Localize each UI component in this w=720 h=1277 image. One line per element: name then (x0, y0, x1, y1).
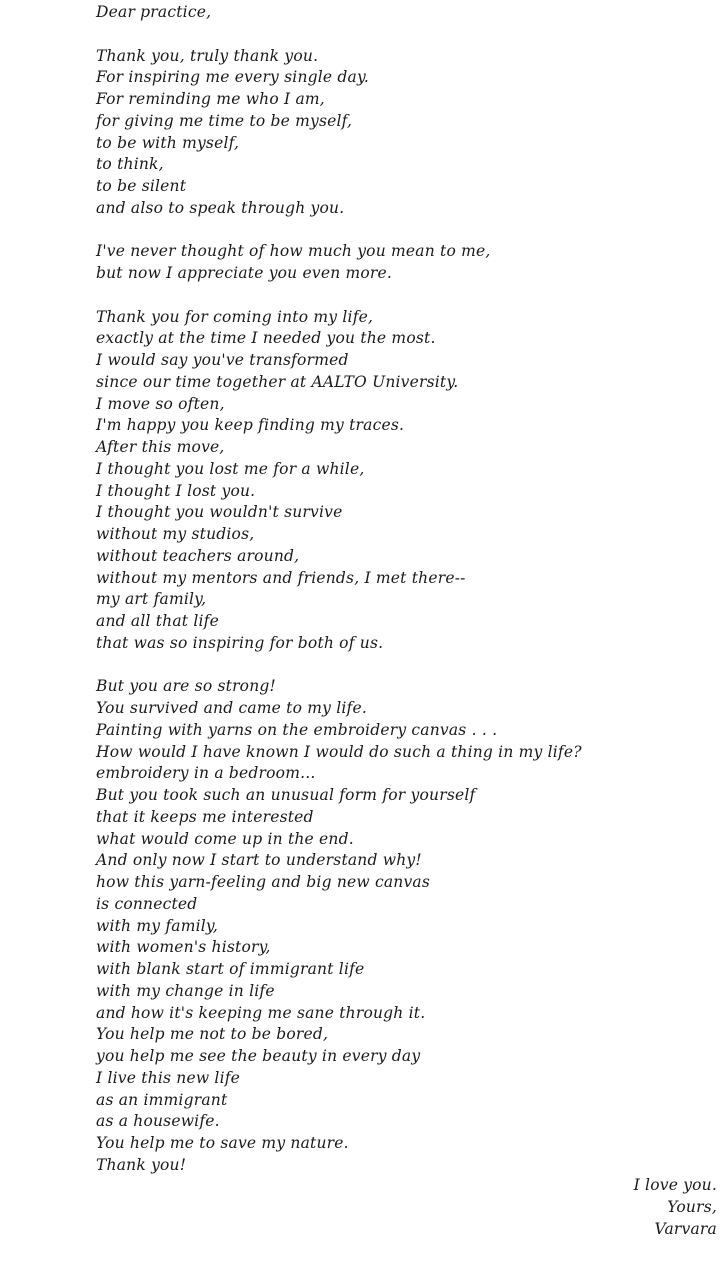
letter-line: to think, (96, 155, 164, 174)
letter-line: I'm happy you keep finding my traces. (96, 416, 405, 435)
letter-line: and all that life (96, 612, 219, 630)
letter-line: with my change in life (96, 981, 275, 1000)
salutation: Dear practice, (96, 3, 212, 21)
letter-line: but now I appreciate you even more. (96, 264, 393, 282)
letter-line: how this yarn-feeling and big new canvas (96, 873, 431, 891)
letter-line: and how it's keeping me sane through it. (96, 1003, 426, 1022)
letter-line: embroidery in a bedroom... (96, 764, 316, 783)
letter-line: that was so inspiring for both of us. (96, 633, 384, 652)
letter-line: I thought you lost me for a while, (96, 459, 365, 478)
letter-line: For inspiring me every single day. (96, 68, 370, 87)
letter-line: without teachers around, (96, 546, 300, 565)
letter-line: And only now I start to understand why! (96, 851, 422, 870)
letter-line: You help me to save my nature. (96, 1134, 349, 1152)
letter-line: exactly at the time I needed you the most. (96, 329, 436, 348)
letter-line: as an immigrant (96, 1090, 228, 1109)
letter-line: and also to speak through you. (96, 198, 345, 217)
letter-line: Thank you! (96, 1155, 187, 1174)
letter-line: You help me not to be bored, (96, 1025, 329, 1044)
letter-line: I live this new life (96, 1068, 241, 1087)
signature-name: Varvara (654, 1220, 717, 1238)
letter-line: Painting with yarns on the embroidery canvas . . . (96, 720, 498, 739)
letter-line: I would say you've transformed (96, 351, 349, 369)
letter-line: But you are so strong! (96, 677, 276, 696)
letter-line: with my family, (96, 916, 218, 935)
letter-line: You survived and came to my life. (96, 699, 367, 717)
signature-line: I love you. (633, 1176, 717, 1194)
letter-line: I move so often, (96, 394, 225, 413)
letter-line: I thought I lost you. (96, 481, 256, 500)
letter-line: without my studios, (96, 525, 255, 543)
letter-line: I've never thought of how much you mean to me, (96, 242, 491, 261)
letter-line: that it keeps me interested (96, 807, 314, 826)
letter-line: without my mentors and friends, I met there-- (96, 568, 466, 587)
letter-line: for giving me time to be myself, (96, 111, 353, 130)
letter-line: is connected (96, 894, 198, 913)
letter-line: Thank you for coming into my life, (96, 307, 374, 326)
letter-line: But you took such an unusual form for yourself (96, 786, 476, 804)
letter-line: After this move, (96, 438, 225, 456)
letter-line: with women's history, (96, 938, 271, 957)
letter-line: since our time together at AALTO University. (96, 372, 459, 391)
letter-line: with blank start of immigrant life (96, 960, 365, 978)
letter-line: you help me see the beauty in every day (96, 1047, 421, 1065)
signature-line: Yours, (667, 1198, 717, 1216)
letter-line: For reminding me who I am, (96, 90, 325, 108)
letter-line: as a housewife. (96, 1112, 220, 1131)
letter-line: Thank you, truly thank you. (96, 46, 319, 65)
letter-line: what would come up in the end. (96, 829, 354, 848)
letter-line: to be with myself, (96, 133, 240, 152)
letter-line: I thought you wouldn't survive (96, 503, 343, 522)
letter-line: to be silent (96, 177, 187, 195)
letter-line: How would I have known I would do such a thing in my life? (96, 742, 582, 761)
letter-line: my art family, (96, 590, 207, 609)
